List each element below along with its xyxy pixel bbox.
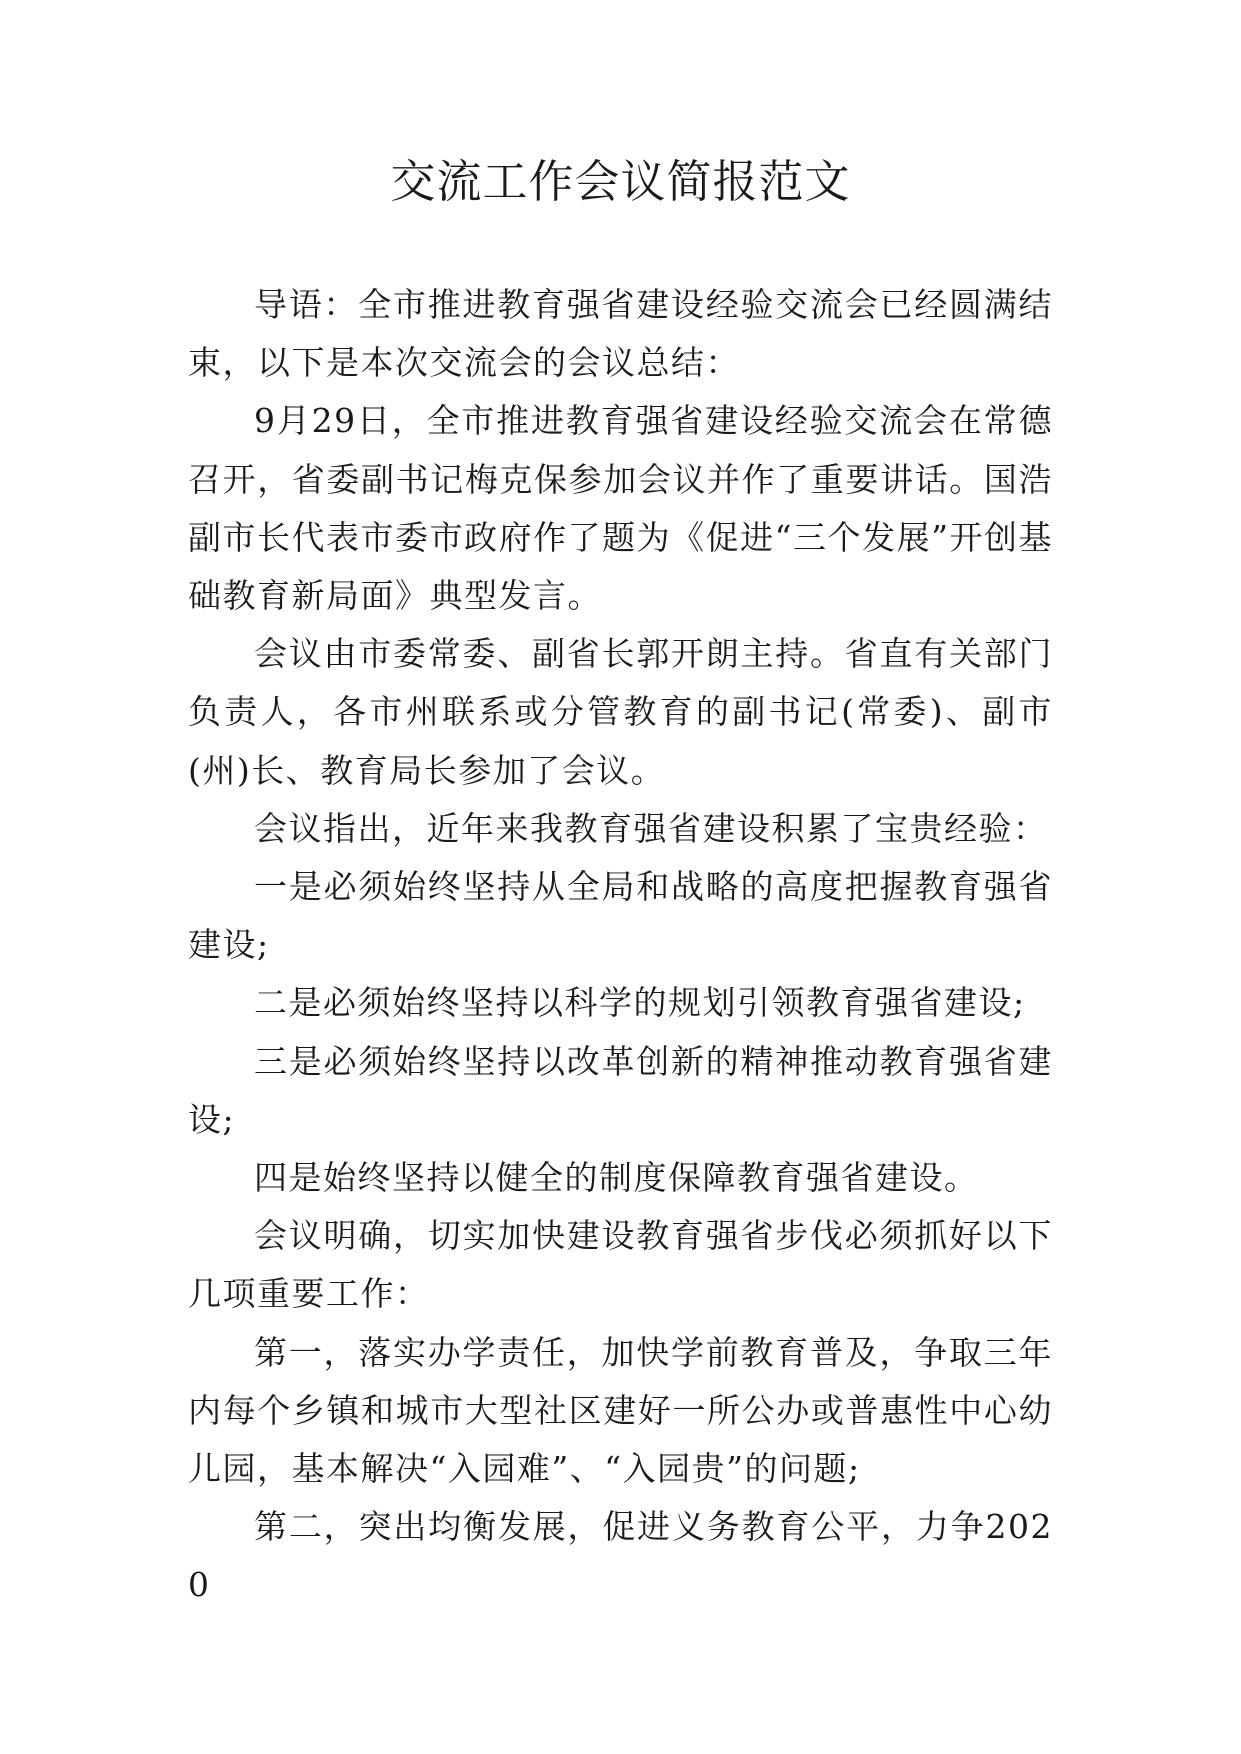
paragraph-meeting-host: 会议由市委常委、副省长郭开朗主持。省直有关部门负责人，各市州联系或分管教育的副书记(常委)、副市(州)长、教育局长参加了会议。: [188, 634, 1053, 790]
paragraph-point-two: 二是必须始终坚持以科学的规划引领教育强省建设;: [254, 983, 1026, 1023]
paragraph-task-one: 第一，落实办学责任，加快学前教育普及，争取三年内每个乡镇和城市大型社区建好一所公办或普惠性中心幼儿园，基本解决“入园难”、“入园贵”的问题;: [188, 1332, 1053, 1489]
document-title: 交流工作会议简报范文: [390, 155, 851, 208]
paragraph-point-three: 三是必须始终坚持以改革创新的精神推动教育强省建设;: [188, 1041, 1053, 1139]
paragraph-meeting-opening: 9月29日，全市推进教育强省建设经验交流会在常德召开，省委副书记梅克保参加会议并作了重要讲话。国浩副市长代表市委市政府作了题为《促进“三个发展”开创基础教育新局面》典型发言。: [188, 401, 1053, 616]
paragraph-point-four: 四是始终坚持以健全的制度保障教育强省建设。: [254, 1158, 979, 1198]
paragraph-intro: 导语：全市推进教育强省建设经验交流会已经圆满结束，以下是本次交流会的会议总结：: [188, 285, 1053, 383]
paragraph-task-two: 第二，突出均衡发展，促进义务教育公平，力争2020: [188, 1507, 1053, 1605]
document-body: [188, 276, 1053, 1615]
paragraph-meeting-points: 会议指出，近年来我教育强省建设积累了宝贵经验：: [254, 808, 1048, 848]
paragraph-tasks-intro: 会议明确，切实加快建设教育强省步伐必须抓好以下几项重要工作：: [188, 1216, 1053, 1314]
paragraph-point-one: 一是必须始终坚持从全局和战略的高度把握教育强省建设;: [188, 867, 1053, 965]
